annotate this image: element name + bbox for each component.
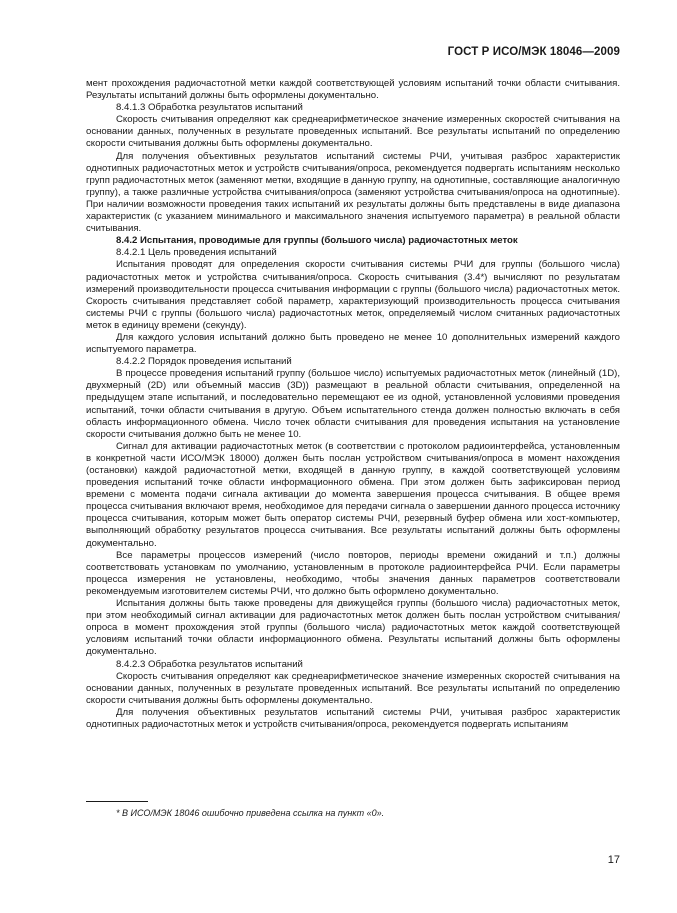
- body-paragraph: Сигнал для активации радиочастотных меток (в соответствии с протоколом радиоинтерфейса, установленным в конкретной части ИСО/МЭК 18000) должен быть послан устройством считывания/опроса в момент нахождения (остановки) каждой радиочастотной метки, входящей в данную группу, в каждой соответствующей условиям проведения испытаний точке области информационного обмена. При этом должен быть зафиксирован период времени с момента подачи сигнала активации до момента завершения процесса считывания. В общее время процесса считывания включают время, необходимое для передачи сигнала о завершении данного процесса источнику процесса считывания, которым может быть оператор системы РЧИ, резервный буфер обмена или хост-компьютер, выполняющий обработку результатов процесса считывания. Все результаты испытаний должны быть оформлены документально.: [86, 440, 620, 549]
- body-paragraph: Для каждого условия испытаний должно быть проведено не менее 10 дополнительных измерений каждого испытуемого параметра.: [86, 331, 620, 356]
- section-heading-bold: 8.4.2 Испытания, проводимые для группы (большого числа) радиочастотных меток: [116, 235, 518, 247]
- body-paragraph: Скорость считывания определяют как среднеарифметическое значение измеренных скоростей считывания на основании данных, полученных в результате проведенных испытаний. Все результаты испытаний по определению скорости считывания должны быть оформлены документально.: [86, 114, 620, 150]
- page-number: 17: [607, 854, 620, 866]
- footnote: * В ИСО/МЭК 18046 ошибочно приведена ссылка на пункт «0».: [116, 808, 385, 818]
- document-header: ГОСТ Р ИСО/МЭК 18046—2009: [447, 46, 620, 58]
- body-paragraph: Для получения объективных результатов испытаний системы РЧИ, учитывая разброс характеристик однотипных радиочастотных меток и устройств считывания/опроса, рекомендуется подвергать испытаниям: [86, 706, 620, 730]
- body-paragraph: Испытания проводят для определения скорости считывания системы РЧИ для группы (большого числа) радиочастотных меток и устройства считывания/опроса. Скорость считывания (3.4*) вычисляют по результатам измерений производительности процесса считывания информации с группы (большого числа) радиочастотных меток. Скорость считывания представляет собой параметр, характеризующий производительность процесса считывания системы РЧИ с группы (большого числа) радиочастотных меток, определяемый числом считанных радиочастотных меток в единицу времени (секунду).: [86, 259, 620, 331]
- body-paragraph: В процессе проведения испытаний группу (большое число) испытуемых радиочастотных меток (линейный (1D), двухмерный (2D) или объемный массив (3D)) размещают в реальной области считывания, определенной на предыдущем этапе испытаний, и последовательно перемещают ее из одной, установленной условиями проведения испытаний, точки области считывания в другую. Объем испытательного стенда должен полностью включать в себя область информационного обмена. Число точек области считывания для проведения испытания на установление скорости считывания должно быть не менее 10.: [86, 368, 620, 440]
- body-paragraph: Для получения объективных результатов испытаний системы РЧИ, учитывая разброс характеристик однотипных радиочастотных меток и устройств считывания/опроса, рекомендуется подвергать испытаниям несколько групп радиочастотных меток (заменяют метки, входящие в данную группу, на однотипные, составляющие аналогичную группу), а также различные устройства считывания/опроса (заменяют устройства считывания/опроса на однотипные). При наличии возможности проведения таких испытаний их результаты должны быть представлены в виде диапазона характеристик (с указанием минимального и максимального значения испытуемого параметра) в реальной области считывания.: [86, 150, 620, 235]
- body-paragraph: Испытания должны быть также проведены для движущейся группы (большого числа) радиочастотных меток, при этом необходимый сигнал активации для радиочастотных меток должен быть послан устройством считывания/опроса в момент прохождения этой группы (большого числа) радиочастотных меток каждой соответствующей условиям испытаний точки области информационного обмена. Результаты испытаний должны быть оформлены документально.: [86, 598, 620, 658]
- body-paragraph: Все параметры процессов измерений (число повторов, периоды времени ожиданий и т.п.) должны соответствовать установкам по умолчанию, установленным в протоколе радиоинтерфейса РЧИ. Если параметры процесса измерения не установлены, необходимо, чтобы значения данных параметров соответствовали рекомендуемым изготовителем системы РЧИ, что должно быть оформлено документально.: [86, 549, 620, 597]
- document-body: [86, 78, 620, 731]
- section-heading: 8.4.2.3 Обработка результатов испытаний: [116, 658, 303, 670]
- section-heading: 8.4.2.1 Цель проведения испытаний: [116, 247, 277, 259]
- footnote-divider: [86, 801, 148, 802]
- section-heading: 8.4.1.3 Обработка результатов испытаний: [116, 102, 303, 114]
- section-heading: 8.4.2.2 Порядок проведения испытаний: [116, 356, 292, 368]
- body-paragraph: Скорость считывания определяют как среднеарифметическое значение измеренных скоростей считывания на основании данных, полученных в результате проведенных испытаний. Все результаты испытаний по определению скорости считывания должны быть оформлены документально.: [86, 670, 620, 706]
- body-paragraph: мент прохождения радиочастотной метки каждой соответствующей условиям испытаний точки области считывания. Результаты испытаний должны быть оформлены документально.: [86, 78, 620, 102]
